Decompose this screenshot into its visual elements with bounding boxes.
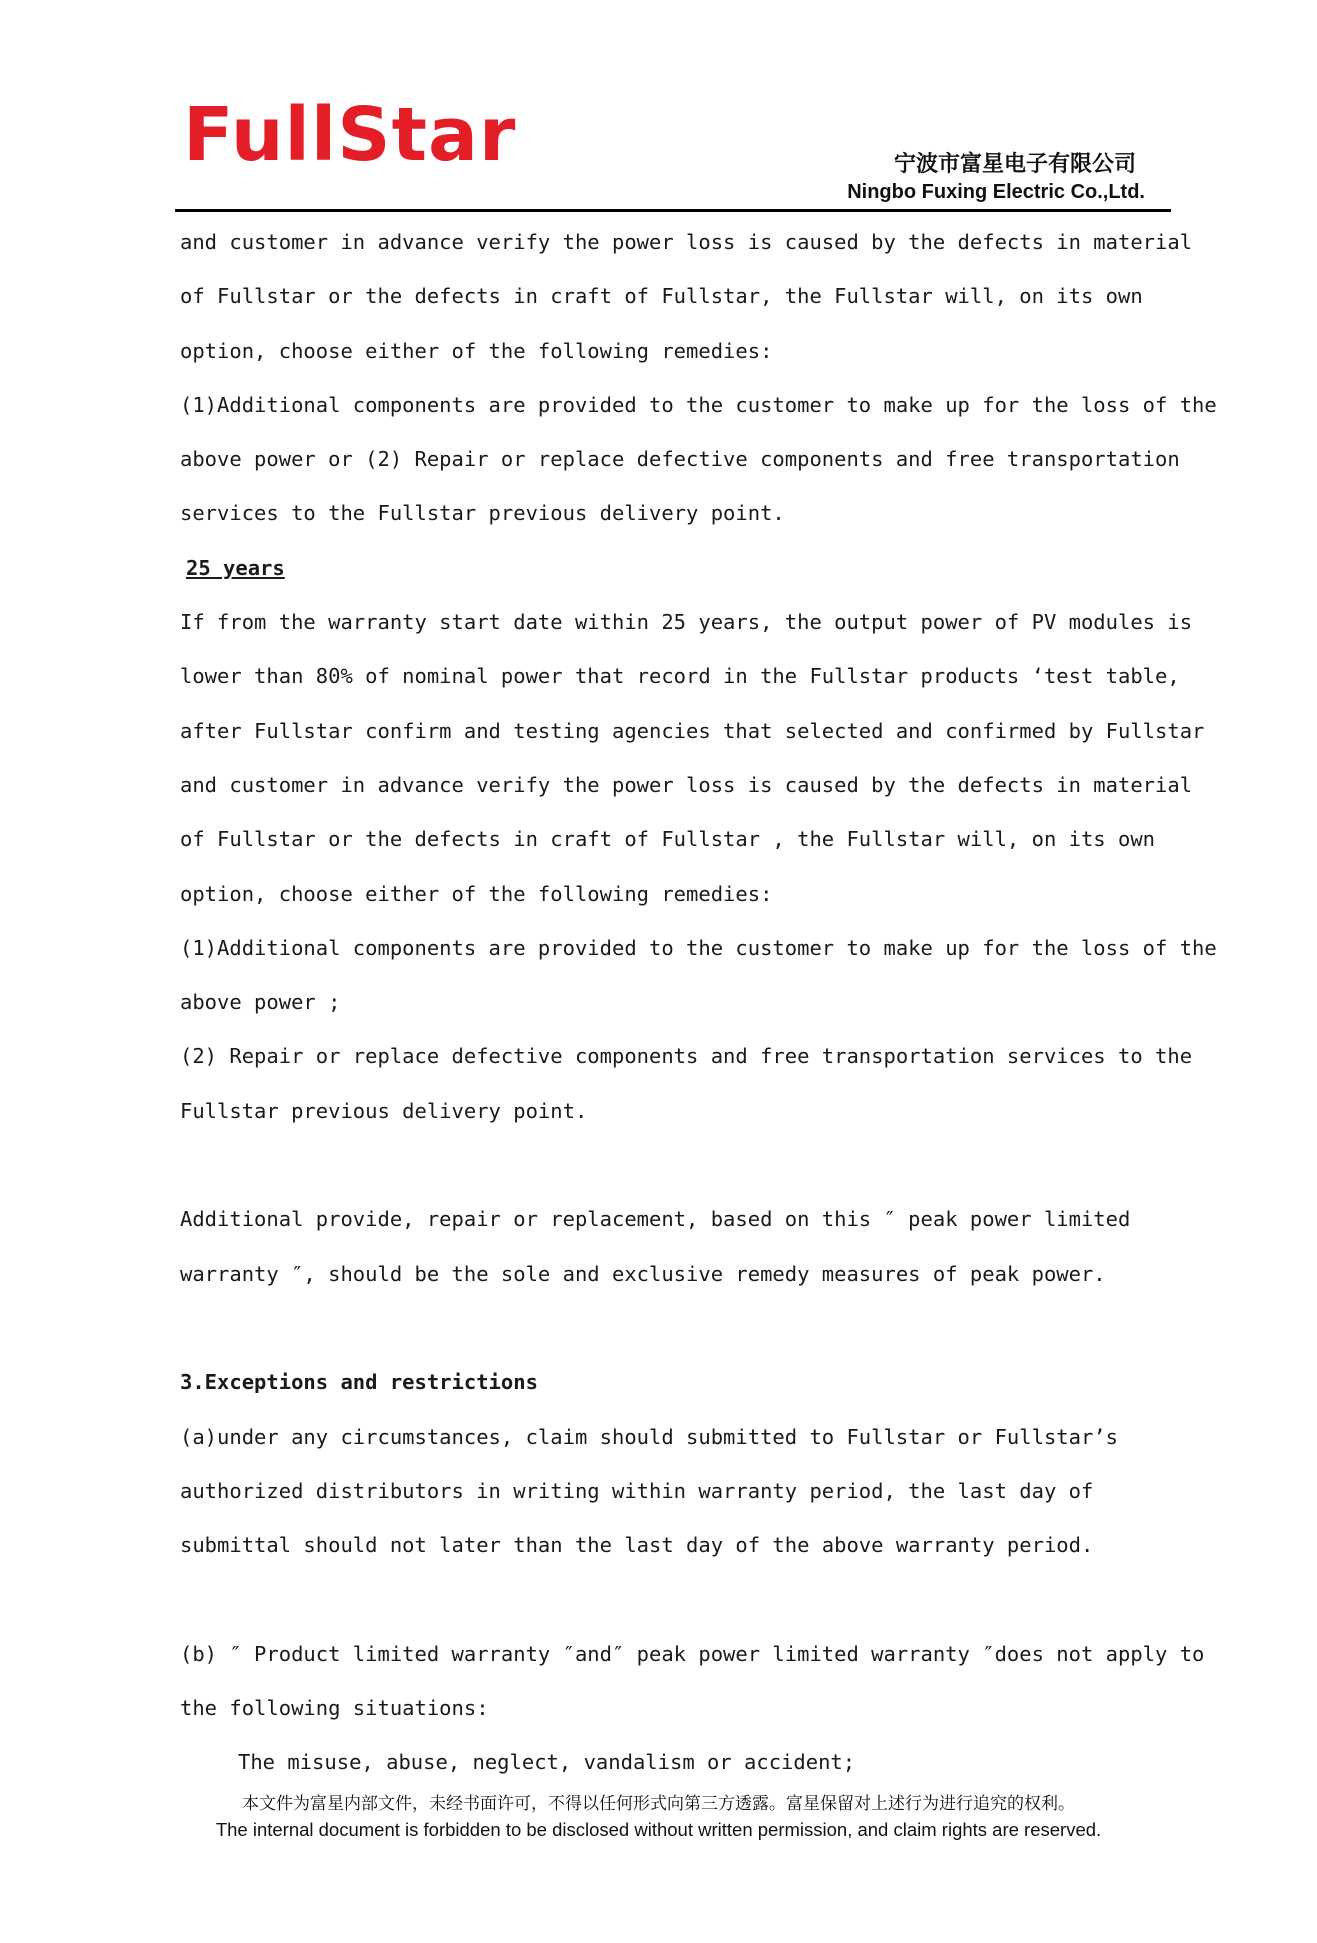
body-line: of Fullstar or the defects in craft of Fullstar , the Fullstar will, on its own <box>180 827 1156 852</box>
body-line: authorized distributors in writing within warranty period, the last day of <box>180 1478 1094 1503</box>
body-line: and customer in advance verify the power loss is caused by the defects in material <box>180 230 1193 254</box>
body-line: (1)Additional components are provided to the customer to make up for the loss of the <box>180 392 1217 417</box>
body-line: of Fullstar or the defects in craft of Fullstar, the Fullstar will, on its own <box>180 284 1143 309</box>
body-line: option, choose either of the following remedies: <box>180 881 773 906</box>
body-line: Fullstar previous delivery point. <box>180 1098 588 1123</box>
blank-line <box>180 1579 1180 1633</box>
body-line: (1)Additional components are provided to the customer to make up for the loss of the <box>180 935 1217 960</box>
section-heading-25-years: 25 years <box>186 555 285 580</box>
body-line: above power ; <box>180 990 341 1015</box>
company-name-en: Ningbo Fuxing Electric Co.,Ltd. <box>847 181 1145 203</box>
body-line: the following situations: <box>180 1696 489 1721</box>
body-line: (a)under any circumstances, claim should submitted to Fullstar or Fullstar’s <box>180 1424 1118 1449</box>
body-line: If from the warranty start date within 25 years, the output power of PV modules is <box>180 610 1193 635</box>
blank-line <box>180 1145 1180 1199</box>
footer-notice-cn: 本文件为富星内部文件，未经书面许可，不得以任何形式向第三方透露。富星保留对上述行为进行追究的权利。 <box>242 1794 1075 1814</box>
section-heading-exceptions: 3.Exceptions and restrictions <box>180 1370 538 1395</box>
body-line: Additional provide, repair or replacement, based on this ″ peak power limited <box>180 1207 1131 1232</box>
body-line-indented: The misuse, abuse, neglect, vandalism or accident; <box>238 1750 856 1775</box>
blank-line <box>180 1308 1180 1362</box>
company-name-cn: 宁波市富星电子有限公司 <box>893 152 1136 177</box>
body-line: warranty ″, should be the sole and exclusive remedy measures of peak power. <box>180 1261 1106 1286</box>
body-line: and customer in advance verify the power loss is caused by the defects in material <box>180 772 1193 797</box>
body-line: (b) ″ Product limited warranty ″and″ peak power limited warranty ″does not apply to <box>180 1641 1205 1666</box>
footer-notice-en: The internal document is forbidden to be disclosed without written permission, and claim rights are reserved. <box>215 1819 1102 1840</box>
body-line: submittal should not later than the last day of the above warranty period. <box>180 1533 1094 1558</box>
body-line: above power or (2) Repair or replace defective components and free transportation <box>180 447 1180 472</box>
body-line: lower than 80% of nominal power that record in the Fullstar products ‘test table, <box>180 664 1180 689</box>
body-line: services to the Fullstar previous delivery point. <box>180 501 785 526</box>
document-body <box>180 222 1217 1797</box>
body-line: option, choose either of the following remedies: <box>180 338 773 363</box>
body-line: (2) Repair or replace defective components and free transportation services to the <box>180 1044 1193 1069</box>
body-line: after Fullstar confirm and testing agencies that selected and confirmed by Fullstar <box>180 718 1205 743</box>
header-divider <box>175 209 1171 212</box>
fullstar-logo: FullStar <box>183 92 517 178</box>
